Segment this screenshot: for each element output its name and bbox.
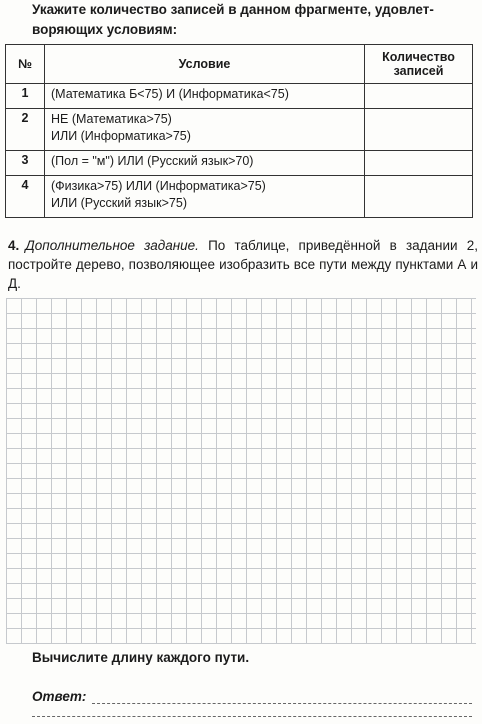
row-condition: [45, 109, 365, 151]
task-italic-label: Дополнительное задание.: [25, 238, 199, 253]
table-row: [6, 109, 473, 151]
answer-line[interactable]: [92, 689, 472, 704]
header-count: Количество записей: [365, 45, 473, 84]
table-row: [6, 176, 473, 218]
table-row: [6, 151, 473, 176]
row-number: 3: [6, 151, 45, 176]
row-number: 1: [6, 84, 45, 109]
answer-label: Ответ:: [32, 689, 87, 704]
header-condition: Условие: [45, 45, 365, 84]
table-header-row: [6, 45, 473, 84]
condition-line: ИЛИ (Информатика>75): [51, 129, 191, 143]
row-count-cell[interactable]: [365, 84, 473, 109]
row-count-cell[interactable]: [365, 109, 473, 151]
table-row: [6, 84, 473, 109]
header-number: №: [6, 45, 45, 84]
task-text: По таблице, приведённой в задании 2, постройте дерево, позволяющее изобразить все пути между пунктами А и Д.: [8, 238, 478, 291]
row-condition: [45, 84, 365, 109]
row-condition: [45, 176, 365, 218]
paths-instruction: Вычислите длину каждого пути.: [32, 650, 250, 665]
answer-row: [32, 684, 472, 704]
row-count-cell[interactable]: [365, 176, 473, 218]
task-4: [8, 236, 478, 293]
row-count-cell[interactable]: [365, 151, 473, 176]
row-number: 2: [6, 109, 45, 151]
condition-line: (Пол = "м") ИЛИ (Русский язык>70): [51, 154, 254, 168]
condition-line: ИЛИ (Русский язык>75): [51, 196, 187, 210]
row-condition: [45, 151, 365, 176]
condition-line: (Математика Б<75) И (Информатика<75): [51, 87, 289, 101]
intro-text: Укажите количество записей в данном фрагменте, удовлет-воряющих условиям:: [32, 2, 434, 37]
task-number: 4.: [8, 238, 20, 253]
row-number: 4: [6, 176, 45, 218]
condition-line: (Физика>75) ИЛИ (Информатика>75): [51, 179, 266, 193]
condition-line: НЕ (Математика>75): [51, 112, 172, 126]
drawing-grid[interactable]: [6, 298, 476, 644]
conditions-table: [5, 44, 473, 218]
answer-line-2[interactable]: [32, 716, 472, 717]
